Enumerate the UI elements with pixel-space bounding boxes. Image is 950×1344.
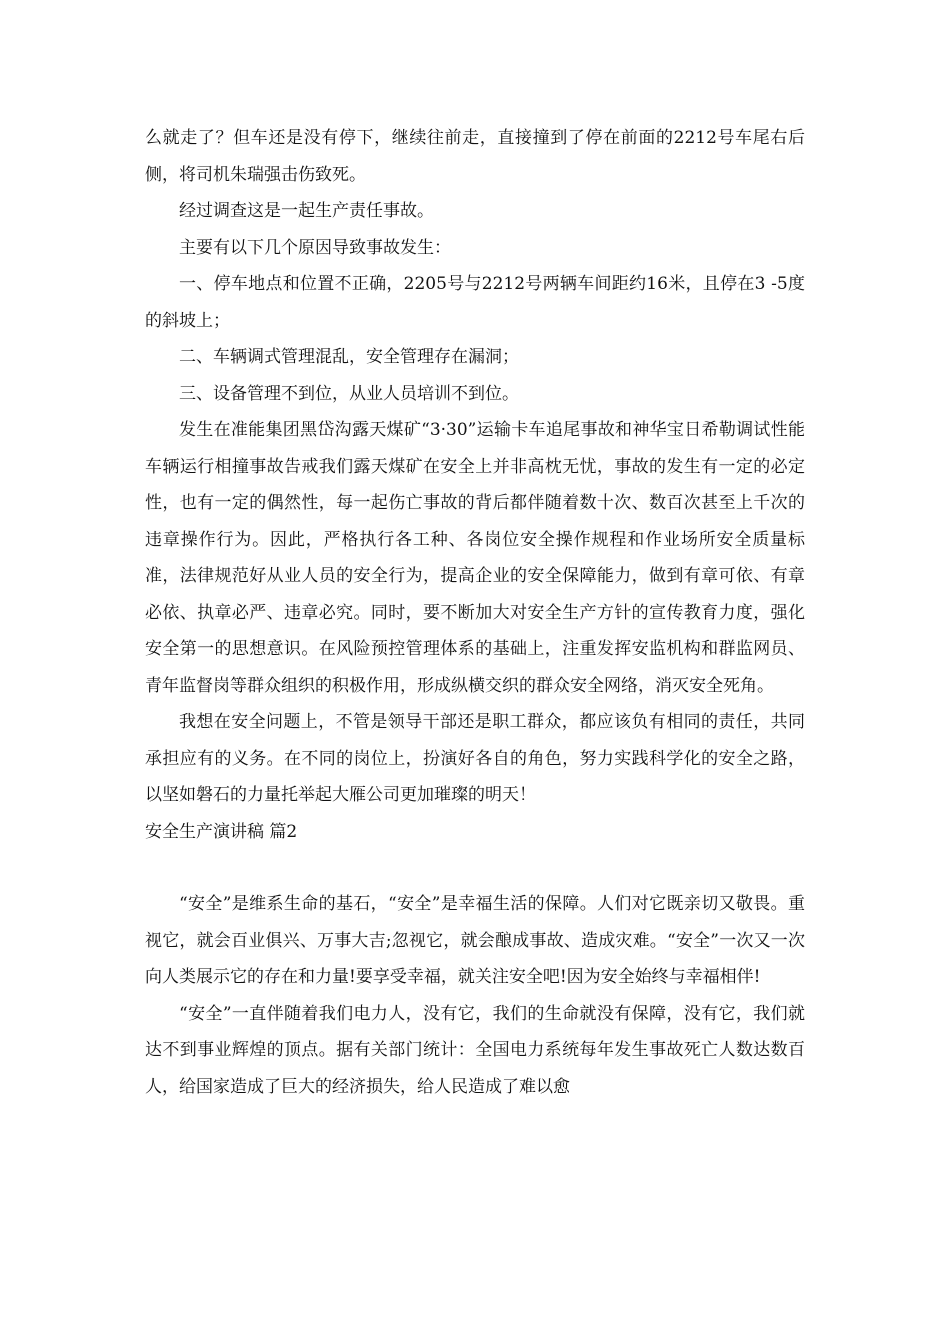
paragraph-investigation: 经过调查这是一起生产责任事故。 xyxy=(179,201,434,221)
paragraph-causes-intro: 主要有以下几个原因导致事故发生： xyxy=(179,237,451,258)
paragraph-cause-2: 二、车辆调式管理混乱，安全管理存在漏洞； xyxy=(179,347,519,367)
paragraph-safety-power: “安全”一直伴随着我们电力人，没有它，我们的生命就没有保障，没有它，我们就达不到事业辉煌的顶点。据有关部门统计：全国电力系统每年发生事故死亡人数达数百人，给国家造成了巨大的经济损失，给人民造成了难以愈 xyxy=(145,1003,805,1097)
paragraph-conclusion: 我想在安全问题上，不管是领导干部还是职工群众，都应该负有相同的责任，共同承担应有的义务。在不同的岗位上，扮演好各自的角色，努力实践科学化的安全之路，以坚如磐石的力量托举起大雁公司更加璀璨的明天！ xyxy=(145,712,805,805)
paragraph-continuation: 么就走了？但车还是没有停下，继续往前走，直接撞到了停在前面的2212号车尾右后侧，将司机朱瑞强击伤致死。 xyxy=(145,128,805,185)
paragraph-safety-intro: “安全”是维系生命的基石，“安全”是幸福生活的保障。人们对它既亲切又敬畏。重视它，就会百业俱兴、万事大吉;忽视它，就会酿成事故、造成灾难。“安全”一次又一次向人类展示它的存在和力量!要享受幸福，就关注安全吧!因为安全始终与幸福相伴! xyxy=(145,894,805,987)
paragraph-lessons: 发生在准能集团黑岱沟露天煤矿“3·30”运输卡车追尾事故和神华宝日希勒调试性能车辆运行相撞事故告戒我们露天煤矿在安全上并非高枕无忧，事故的发生有一定的必定性，也有一定的偶然性，每一起伤亡事故的背后都伴随着数十次、数百次甚至上千次的违章操作行为。因此，严格执行各工种、各岗位安全操作规程和作业场所安全质量标准，法律规范好从业人员的安全行为，提高企业的安全保障能力，做到有章可依、有章必依、执章必严、违章必究。同时，要不断加大对安全生产方针的宣传教育力度，强化安全第一的思想意识。在风险预控管理体系的基础上，注重发挥安监机构和群监网员、青年监督岗等群众组织的积极作用，形成纵横交织的群众安全网络，消灭安全死角。 xyxy=(145,420,805,696)
paragraph-cause-1: 一、停车地点和位置不正确，2205号与2212号两辆车间距约16米，且停在3 -5度的斜坡上； xyxy=(145,274,805,331)
paragraph-cause-3: 三、设备管理不到位，从业人员培训不到位。 xyxy=(179,383,519,404)
section-spacer xyxy=(145,850,805,886)
document-body xyxy=(145,120,805,1105)
section-title: 安全生产演讲稿 篇2 xyxy=(145,821,298,842)
